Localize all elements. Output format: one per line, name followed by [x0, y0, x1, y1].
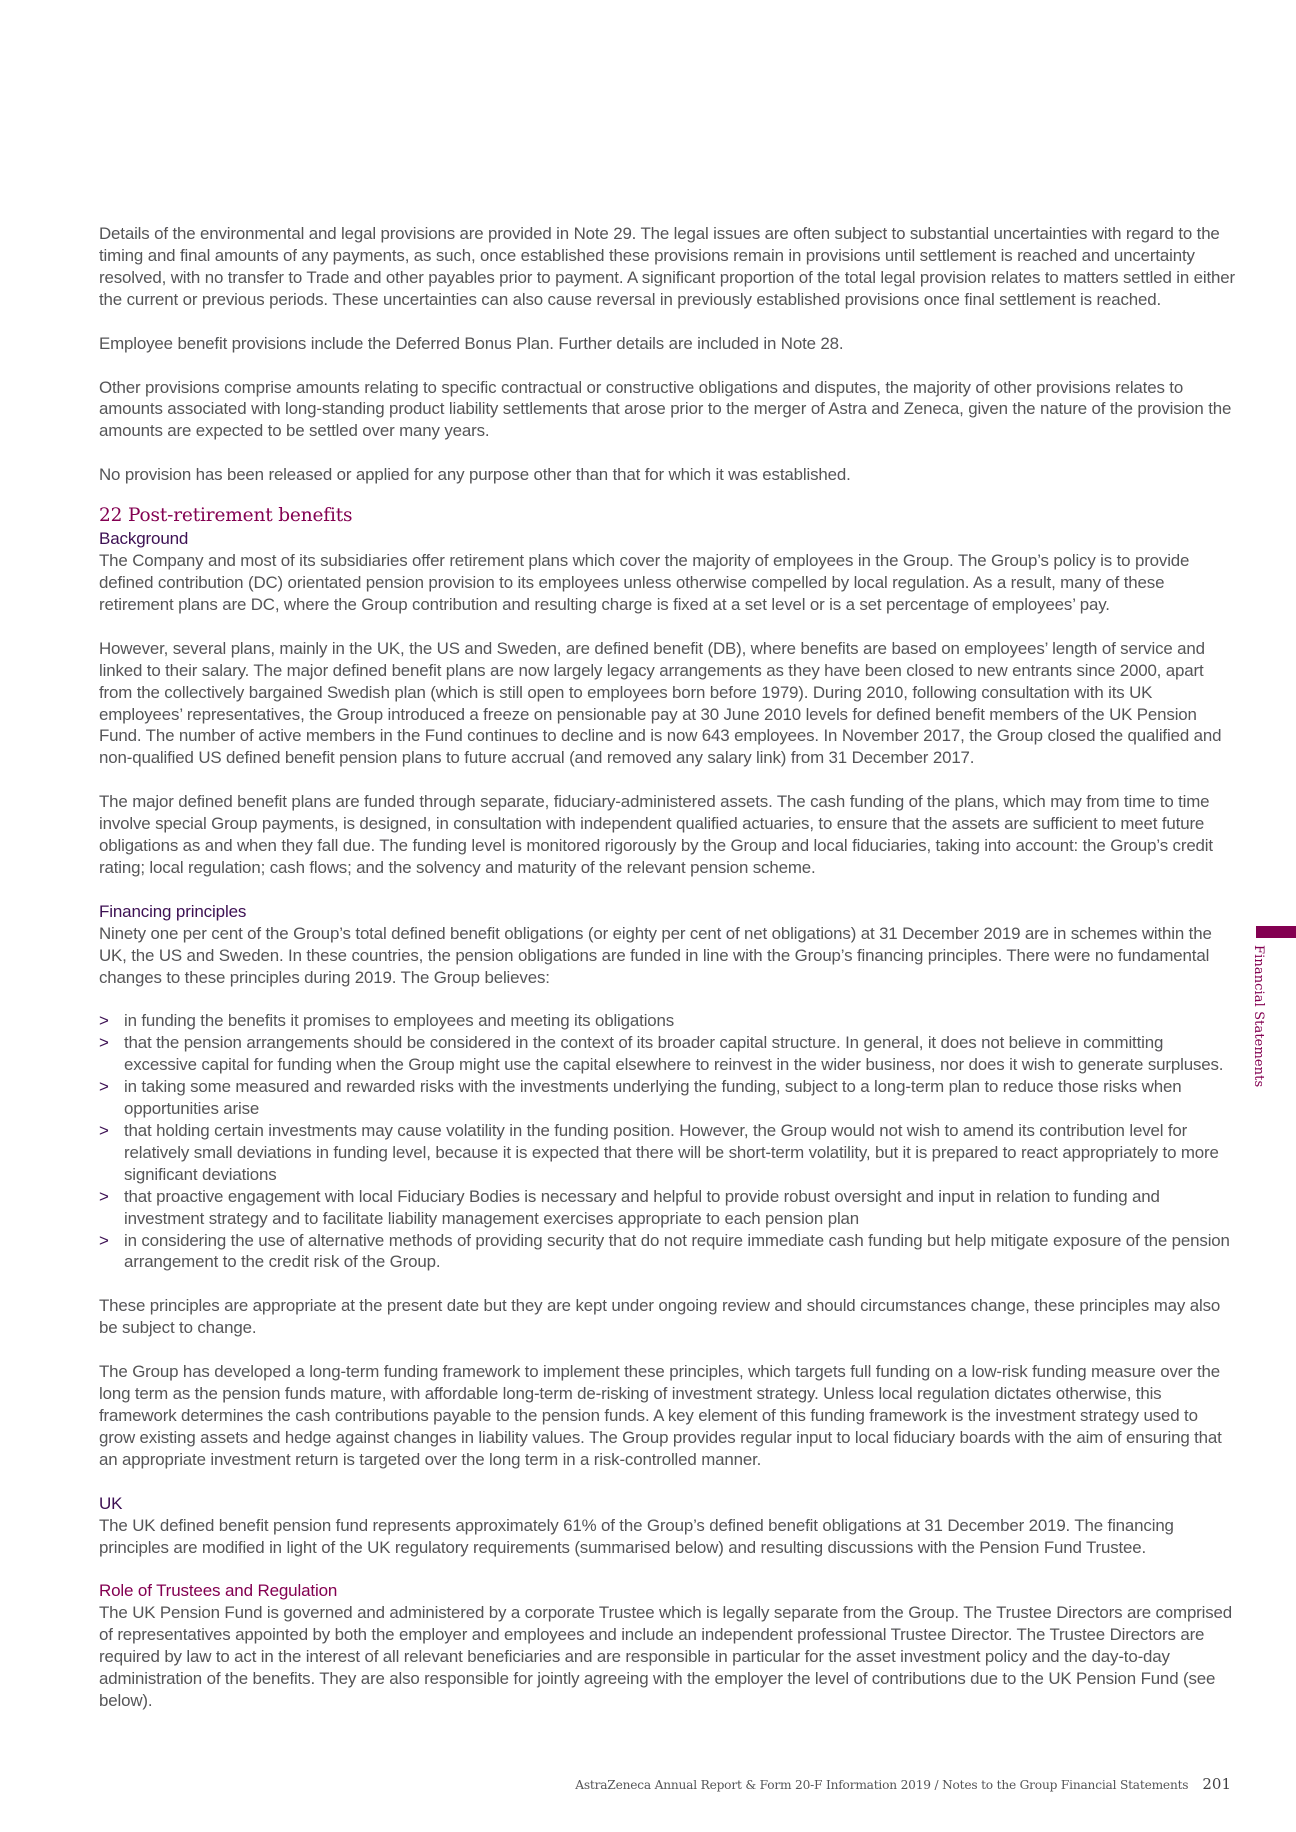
background-paragraph-2: However, several plans, mainly in the UK, the US and Sweden, are defined benefit (DB), where benefits are based on employees’ length of service and linked to their salary. The major defined benefit plans are now largely legacy arrangements as they have been closed to new entrants since 2000, apart from the collectively bargained Swedish plan (which is still open to employees born before 1979). During 2010, following consultation with its UK employees’ representatives, the Group introduced a freeze on pensionable pay at 30 June 2010 levels for defined benefit members of the UK Pension Fund. The number of active members in the Fund continues to decline and is now 643 employees. In November 2017, the Group closed the qualified and non-qualified US defined benefit pension plans to future accrual (and removed any salary link) from 31 December 2017. [99, 638, 1222, 768]
financing-bullet-list [99, 1010, 1236, 1273]
list-item-text: that holding certain investments may cause volatility in the funding position. However, the Group would not wish to amend its contribution level for relatively small deviations in funding level, because it is expected that there will be short-term volatility, but it is prepared to react appropriately to more significant deviations [124, 1121, 1219, 1184]
list-item [99, 1032, 1236, 1076]
list-item [99, 1010, 1236, 1032]
list-item-text: that the pension arrangements should be considered in the context of its broader capital structure. In general, it does not believe in committing excessive capital for funding when the Group might use the capital elsewhere to reinvest in the wider business, nor does it wish to generate surpluses. [124, 1033, 1224, 1075]
uk-heading: UK [99, 1493, 123, 1513]
chevron-right-icon: > [99, 1033, 109, 1053]
list-item [99, 1186, 1236, 1230]
chevron-right-icon: > [99, 1186, 109, 1206]
financing-paragraph-3: The Group has developed a long-term funding framework to implement these principles, which targets full funding on a low-risk funding measure over the long term as the pension funds mature, with affordable long-term de-risking of investment strategy. Unless local regulation dictates otherwise, this framework determines the cash contributions payable to the pension funds. A key element of this funding framework is the investment strategy used to grow existing assets and hedge against changes in liability values. The Group provides regular input to local fiduciary boards with the aim of ensuring that an appropriate investment return is targeted over the long term in a risk-controlled manner. [99, 1362, 1222, 1469]
list-item [99, 1076, 1236, 1120]
chevron-right-icon: > [99, 1121, 109, 1140]
footer-title: AstraZeneca Annual Report & Form 20-F Information 2019 / Notes to the Group Financial Statements [575, 1778, 1189, 1792]
page-number: 201 [1202, 1775, 1231, 1793]
chevron-right-icon: > [99, 1230, 109, 1250]
financing-paragraph-2: These principles are appropriate at the present date but they are kept under ongoing review and should circumstances change, these principles may also be subject to change. [99, 1296, 1221, 1338]
list-item [99, 1120, 1236, 1186]
main-content [99, 223, 1236, 1734]
list-item-text: in funding the benefits it promises to employees and meeting its obligations [124, 1011, 675, 1031]
chevron-right-icon: > [99, 1077, 109, 1097]
trustees-heading: Role of Trustees and Regulation [99, 1581, 338, 1601]
list-item-text: in considering the use of alternative methods of providing security that do not require immediate cash funding but help mitigate exposure of the pension arrangement to the credit risk of the Group. [124, 1230, 1230, 1272]
uk-paragraph: The UK defined benefit pension fund represents approximately 61% of the Group’s defined benefit obligations at 31 December 2019. The financing principles are modified in light of the UK regulatory requirements (summarised below) and resulting discussions with the Pension Fund Trustee. [99, 1515, 1174, 1557]
trustees-paragraph: The UK Pension Fund is governed and administered by a corporate Trustee which is legally separate from the Group. The Trustee Directors are comprised of representatives appointed by both the employer and employees and include an independent professional Trustee Director. The Trustee Directors are required by law to act in the interest of all relevant beneficiaries and are responsible in particular for the asset investment policy and the day-to-day administration of the benefits. They are also responsible for jointly agreeing with the employer the level of contributions due to the UK Pension Fund (see below). [99, 1603, 1233, 1710]
background-paragraph-1: The Company and most of its subsidiaries offer retirement plans which cover the majority of employees in the Group. The Group’s policy is to provide defined contribution (DC) orientated pension provision to its employees unless otherwise compelled by local regulation. As a result, many of these retirement plans are DC, where the Group contribution and resulting charge is fixed at a set level or is a set percentage of employees’ pay. [99, 551, 1190, 614]
chevron-right-icon: > [99, 1011, 109, 1031]
side-tab-marker [1256, 926, 1296, 938]
no-provision-paragraph: No provision has been released or applied for any purpose other than that for which it was established. [99, 465, 851, 485]
background-paragraph-3: The major defined benefit plans are funded through separate, fiduciary-administered assets. The cash funding of the plans, which may from time to time involve special Group payments, is designed, in consultation with independent qualified actuaries, to ensure that the assets are sufficient to meet future obligations as and when they fall due. The funding level is monitored rigorously by the Group and local fiduciaries, taking into account: the Group’s credit rating; local regulation; cash flows; and the solvency and maturity of the relevant pension scheme. [99, 792, 1213, 877]
other-provisions-paragraph: Other provisions comprise amounts relating to specific contractual or constructive obligations and disputes, the majority of other provisions relates to amounts associated with long-standing product liability settlements that arose prior to the merger of Astra and Zeneca, given the nature of the provision the amounts are expected to be settled over many years. [99, 377, 1232, 441]
provisions-paragraph: Details of the environmental and legal provisions are provided in Note 29. The legal issues are often subject to substantial uncertainties with regard to the timing and final amounts of any payments, as such, once established these provisions remain in provisions until settlement is reached and uncertainty resolved, with no transfer to Trade and other payables prior to payment. A significant proportion of the total legal provision relates to matters settled in either the current or previous periods. These uncertainties can also cause reversal in previously established provisions once final settlement is reached. [99, 224, 1236, 309]
page-footer [575, 1774, 1231, 1793]
list-item-text: in taking some measured and rewarded risks with the investments underlying the funding, subject to a long-term plan to reduce those risks when opportunities arise [124, 1077, 1182, 1119]
list-item [99, 1230, 1236, 1274]
list-item-text: that proactive engagement with local Fiduciary Bodies is necessary and helpful to provide robust oversight and input in relation to funding and investment strategy and to facilitate liability management exercises appropriate to each pension plan [124, 1186, 1160, 1228]
section-title: 22 Post-retirement benefits [99, 505, 353, 527]
side-tab-label: Financial Statements [1251, 945, 1266, 1088]
financing-heading: Financing principles [99, 901, 247, 921]
employee-benefit-paragraph: Employee benefit provisions include the Deferred Bonus Plan. Further details are included in Note 28. [99, 333, 844, 353]
financing-paragraph-1: Ninety one per cent of the Group’s total defined benefit obligations (or eighty per cent of net obligations) at 31 December 2019 are in schemes within the UK, the US and Sweden. In these countries, the pension obligations are funded in line with the Group’s financing principles. There were no fundamental changes to these principles during 2019. The Group believes: [99, 923, 1212, 987]
background-heading: Background [99, 529, 189, 549]
